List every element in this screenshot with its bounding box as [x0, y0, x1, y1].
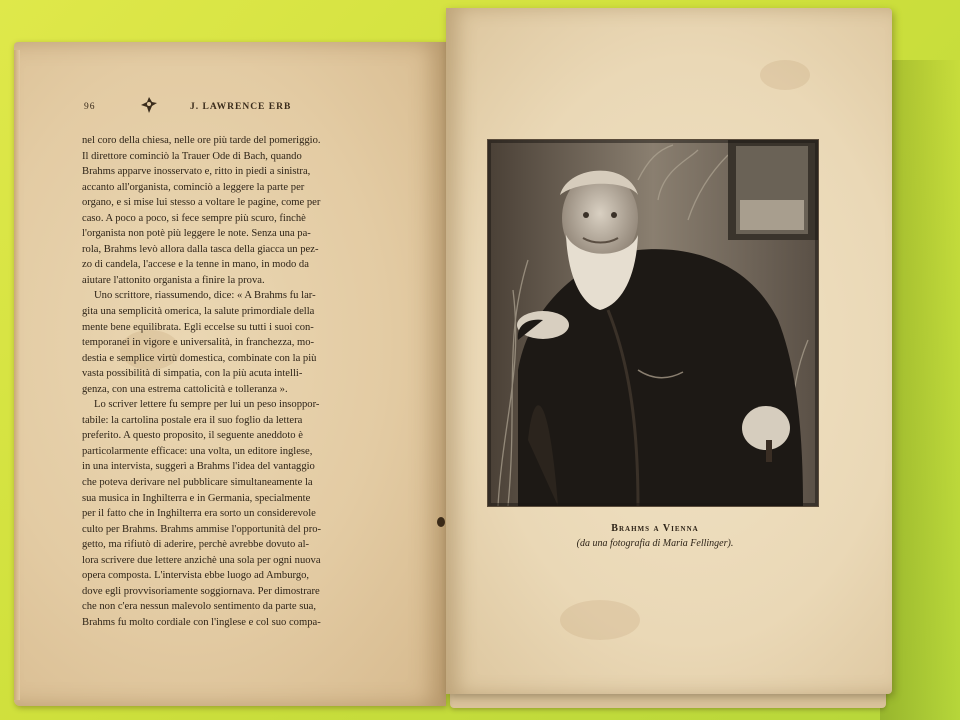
- text-line: Lo scriver lettere fu sempre per lui un peso insoppor-: [94, 399, 320, 411]
- text-line: aiutare l'attonito organista a finire la prova.: [82, 274, 265, 286]
- text-line: Il direttore cominciò la Trauer Ode di Bach, quando: [82, 150, 302, 162]
- running-header: [70, 96, 400, 116]
- text-line: Brahms fu molto cordiale con l'inglese e col suo compa-: [82, 616, 321, 628]
- text-line: gita una semplicità omerica, la salute primordiale della: [82, 306, 315, 318]
- text-line: Brahms apparve inosservato e, ritto in piedi a sinistra,: [82, 166, 311, 178]
- text-line: caso. A poco a poco, si fece sempre più scuro, finchè: [82, 212, 306, 224]
- text-line: organo, e si mise lui stesso a voltare le pagine, come per: [82, 197, 321, 209]
- left-page-edge: [14, 50, 20, 700]
- paper-stain: [760, 60, 810, 90]
- text-line: Uno scrittore, riassumendo, dice: « A Brahms fu lar-: [94, 290, 316, 302]
- text-line: l'organista non potè più leggere le note. Senza una pa-: [82, 228, 311, 240]
- text-line: in una intervista, suggerì a Brahms l'idea del vantaggio: [82, 461, 315, 473]
- text-line: tabile: la cartolina postale era il suo foglio da lettera: [82, 414, 303, 426]
- text-line: temporanei in vigore e universalità, in franchezza, mo-: [82, 337, 315, 349]
- text-line: lora scrivere due lettere anzichè una sola per ogni nuova: [82, 554, 321, 566]
- text-line: per il fatto che in Inghilterra era sorto un considerevole: [82, 508, 316, 520]
- page-hole: [437, 517, 445, 527]
- text-line: genza, con una estrema cattolicità e tolleranza ».: [82, 383, 288, 395]
- page-number: 96: [84, 102, 96, 112]
- text-line: sua musica in Inghilterra e in Germania, specialmente: [82, 492, 311, 504]
- body-text: [82, 133, 400, 631]
- text-line: rola, Brahms levò allora dalla tasca della giacca un pez-: [82, 243, 319, 255]
- photo-caption-source: (da una fotografia di Maria Fellinger).: [576, 538, 734, 549]
- text-line: destia e semplice virtù domestica, combinate con la più: [82, 352, 317, 364]
- running-head-author: J. LAWRENCE ERB: [190, 102, 292, 112]
- text-line: preferito. A questo proposito, il seguente aneddoto è: [82, 430, 303, 442]
- text-line: dove egli provvisoriamente soggiornava. Per dimostrare: [82, 585, 320, 597]
- paper-stain: [560, 600, 640, 640]
- text-line: vasta possibilità di simpatia, con la più acuta intelli-: [82, 368, 303, 380]
- photo-caption-title: Brahms a Vienna: [611, 523, 699, 534]
- fleuron-icon: [140, 96, 158, 114]
- page-shadow: [880, 60, 960, 720]
- text-line: zo di candela, l'accese e la tenne in mano, in modo da: [82, 259, 309, 271]
- text-line: che poteva derivare nel pubblicare simultaneamente la: [82, 477, 313, 489]
- text-line: mente bene equilibrata. Egli eccelse su tutti i suoi con-: [82, 321, 314, 333]
- text-line: culto per Brahms. Brahms ammise l'opportunità del pro-: [82, 523, 322, 535]
- text-line: nel coro della chiesa, nelle ore più tarde del pomeriggio.: [82, 135, 321, 146]
- text-line: particolarmente efficace: una volta, un editore inglese,: [82, 445, 313, 457]
- text-line: accanto all'organista, cominciò a leggere la parte per: [82, 181, 305, 193]
- text-line: opera composta. L'intervista ebbe luogo ad Amburgo,: [82, 570, 310, 582]
- portrait-photo: [488, 140, 818, 506]
- text-line: che non c'era nessun malevolo sentimento da parte sua,: [82, 601, 317, 613]
- text-line: getto, ma rifiutò di aderire, perchè avrebbe dovuto al-: [82, 539, 310, 551]
